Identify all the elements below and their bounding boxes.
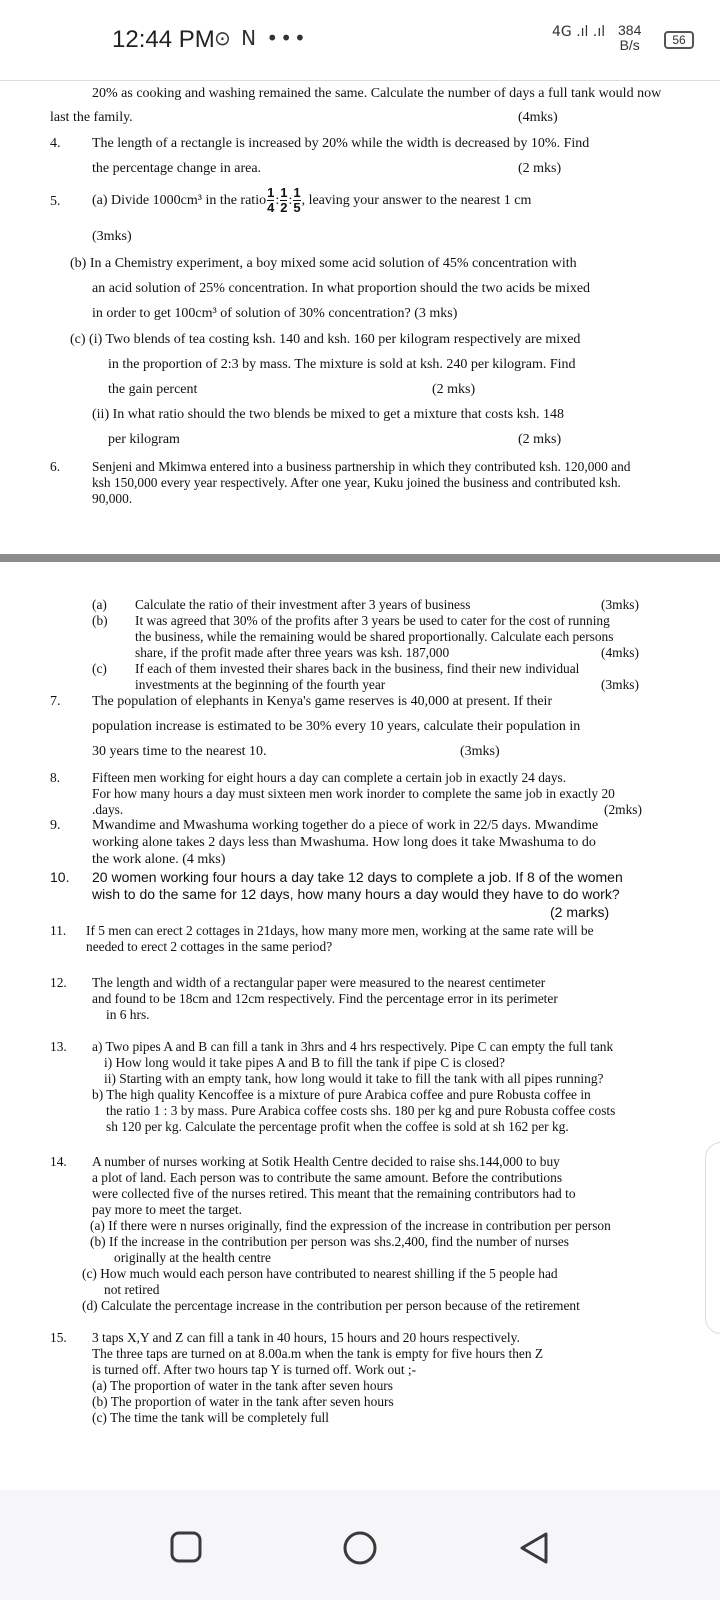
marks-label: (4mks) — [601, 645, 639, 660]
marks-label: (2 mks) — [432, 382, 476, 397]
back-button[interactable] — [517, 1530, 551, 1571]
question-number: 5. — [50, 194, 61, 209]
status-time: 12:44 PM — [112, 26, 215, 53]
recents-button[interactable] — [169, 1530, 203, 1569]
sub-label: (c) — [92, 661, 107, 676]
status-bar — [0, 0, 720, 81]
sub-label: (b) — [92, 613, 108, 628]
text-line: wish to do the same for 12 days, how many hours a day would they have to do work? — [92, 886, 620, 902]
network-speed-unit: B/s — [619, 37, 640, 53]
text-line: Senjeni and Mkimwa entered into a business partnership in which they contributed ksh. 120,000 and — [92, 459, 631, 474]
text-line: (b) The proportion of water in the tank after seven hours — [92, 1394, 394, 1409]
question-number: 10. — [50, 869, 70, 885]
question-number: 4. — [50, 136, 61, 151]
fraction-3 — [293, 186, 300, 215]
notification-icons: ⊙ N ••• — [214, 26, 308, 50]
question-number: 14. — [50, 1154, 67, 1169]
text-line: were collected five of the nurses retired. This meant that the remaining contributors had to — [92, 1186, 576, 1201]
marks-label: (3mks) — [460, 744, 500, 759]
battery-icon: 56 — [664, 31, 694, 49]
text-line: (c) (i) Two blends of tea costing ksh. 140 and ksh. 160 per kilogram respectively are mixed — [70, 332, 581, 347]
page-divider — [0, 554, 720, 562]
text-line: (d) Calculate the percentage increase in the contribution per person because of the retirement — [82, 1298, 580, 1313]
text-line: (a) Divide 1000cm³ in the ratio — [92, 193, 267, 208]
text-line: If each of them invested their shares back in the business, find their new individual — [135, 661, 580, 676]
text-line: 20 women working four hours a day take 12 days to complete a job. If 8 of the women — [92, 869, 623, 885]
text-line: ksh 150,000 every year respectively. After one year, Kuku joined the business and contributed ksh. — [92, 475, 621, 490]
text-line: (ii) In what ratio should the two blends be mixed to get a mixture that costs ksh. 148 — [92, 407, 565, 422]
text-line: b) The high quality Kencoffee is a mixture of pure Arabica coffee and pure Robusta coffee in — [92, 1087, 591, 1102]
text-line: (a) If there were n nurses originally, find the expression of the increase in contribution per person — [90, 1218, 611, 1233]
recents-icon — [169, 1530, 203, 1564]
question-number: 9. — [50, 818, 61, 833]
denominator: 4 — [267, 200, 275, 216]
numerator: 1 — [267, 185, 275, 201]
signal-icon: 4G .ıl .ıl — [552, 24, 606, 40]
question-number: 15. — [50, 1330, 67, 1345]
text-line: the gain percent — [108, 382, 198, 397]
home-icon — [342, 1530, 378, 1566]
question-number: 13. — [50, 1039, 67, 1054]
text-line: Fifteen men working for eight hours a day can complete a certain job in exactly 24 days. — [92, 770, 567, 785]
text-line: 90,000. — [92, 491, 133, 506]
text-line: , leaving your answer to the nearest 1 cm — [301, 193, 532, 208]
home-button[interactable] — [342, 1530, 378, 1571]
marks-label: (2 marks) — [550, 904, 610, 920]
network-speed — [618, 23, 641, 53]
text-line: (c) How much would each person have contributed to nearest shilling if the 5 people had — [82, 1266, 558, 1281]
ratio-question-line: (a) Divide 1000cm³ in the ratio $\frac{1}{4}$ : $\frac{1}{2}$ : $\frac{1}{5}$ , leaving your answer to the nearest 1 cm — [92, 185, 532, 216]
text-line: last the family. — [50, 110, 133, 125]
text-line: population increase is estimated to be 30% every 10 years, calculate their population in — [92, 719, 581, 734]
text-line: a) Two pipes A and B can fill a tank in 3hrs and 4 hrs respectively. Pipe C can empty the full tank — [92, 1039, 614, 1054]
back-icon — [517, 1530, 551, 1566]
fraction-2 — [280, 186, 287, 215]
denominator: 5 — [293, 200, 301, 216]
denominator: 2 — [280, 200, 288, 216]
text-line: It was agreed that 30% of the profits after 3 years be used to cater for the cost of running — [135, 613, 610, 628]
text-line: the ratio 1 : 3 by mass. Pure Arabica coffee costs shs. 180 per kg and pure Robusta coffee costs — [106, 1103, 616, 1118]
text-line: 3 taps X,Y and Z can fill a tank in 40 hours, 15 hours and 20 hours respectively. — [92, 1330, 520, 1345]
text-line: Mwandime and Mwashuma working together do a piece of work in 22/5 days. Mwandime — [92, 818, 599, 833]
text-line: The length and width of a rectangular paper were measured to the nearest centimeter — [92, 975, 546, 990]
document-page-1 — [0, 81, 720, 553]
text-line: the percentage change in area. — [92, 161, 262, 176]
document-page-2 — [0, 562, 720, 1490]
sub-label: (a) — [92, 597, 107, 612]
fraction-1 — [267, 186, 274, 215]
marks-label: (3mks) — [601, 597, 639, 612]
numerator: 1 — [280, 185, 288, 201]
text-line: originally at the health centre — [114, 1250, 271, 1265]
text-line: is turned off. After two hours tap Y is turned off. Work out ;- — [92, 1362, 417, 1377]
network-speed-value: 384 — [618, 22, 642, 38]
text-line: (b) If the increase in the contribution per person was shs.2,400, find the number of nurses — [90, 1234, 569, 1249]
text-line: sh 120 per kg. Calculate the percentage profit when the coffee is sold at sh 162 per kg. — [106, 1119, 569, 1134]
text-line: If 5 men can erect 2 cottages in 21days, how many more men, working at the same rate will be — [86, 923, 594, 938]
marks-label: (2 mks) — [518, 432, 562, 447]
text-line: A number of nurses working at Sotik Health Centre decided to raise shs.144,000 to buy — [92, 1154, 560, 1169]
text-line: in the proportion of 2:3 by mass. The mixture is sold at ksh. 240 per kilogram. Find — [108, 357, 576, 372]
text-line: in order to get 100cm³ of solution of 30% concentration? (3 mks) — [92, 306, 458, 321]
text-line: The three taps are turned on at 8.00a.m when the tank is empty for five hours then Z — [92, 1346, 544, 1361]
marks-label: (3mks) — [92, 229, 132, 244]
text-line: working alone takes 2 days less than Mwashuma. How long does it take Mwashuma to do — [92, 835, 596, 850]
text-line: .days. — [92, 802, 124, 817]
text-line: and found to be 18cm and 12cm respectively. Find the percentage error in its perimeter — [92, 991, 558, 1006]
marks-label: (2mks) — [604, 802, 642, 817]
text-line: the work alone. (4 mks) — [92, 852, 226, 867]
text-line: an acid solution of 25% concentration. In what proportion should the two acids be mixed — [92, 281, 591, 296]
text-line: 20% as cooking and washing remained the same. Calculate the number of days a full tank would now — [92, 86, 662, 101]
text-line: (c) The time the tank will be completely full — [92, 1410, 329, 1425]
text-line: Calculate the ratio of their investment after 3 years of business — [135, 597, 471, 612]
text-line: 30 years time to the nearest 10. — [92, 744, 267, 759]
numerator: 1 — [293, 185, 301, 201]
question-number: 11. — [50, 923, 67, 938]
text-line: ii) Starting with an empty tank, how long would it take to fill the tank with all pipes running? — [104, 1071, 604, 1086]
marks-label: (4mks) — [518, 110, 558, 125]
text-line: (b) In a Chemistry experiment, a boy mixed some acid solution of 45% concentration with — [70, 256, 577, 271]
text-line: not retired — [104, 1282, 160, 1297]
question-number: 12. — [50, 975, 67, 990]
marks-label: (3mks) — [601, 677, 639, 692]
text-line: share, if the profit made after three years was ksh. 187,000 — [135, 645, 450, 660]
text-line: The length of a rectangle is increased by 20% while the width is decreased by 10%. Find — [92, 136, 590, 151]
edge-panel-handle[interactable] — [705, 1142, 720, 1334]
text-line: the business, while the remaining would be shared proportionally. Calculate each persons — [135, 629, 614, 644]
question-number: 7. — [50, 694, 61, 709]
text-line: The population of elephants in Kenya's game reserves is 40,000 at present. If their — [92, 694, 553, 709]
text-line: pay more to meet the target. — [92, 1202, 242, 1217]
question-number: 6. — [50, 459, 61, 474]
text-line: i) How long would it take pipes A and B to fill the tank if pipe C is closed? — [104, 1055, 505, 1070]
question-number: 8. — [50, 770, 61, 785]
text-line: investments at the beginning of the fourth year — [135, 677, 386, 692]
text-line: (a) The proportion of water in the tank after seven hours — [92, 1378, 393, 1393]
text-line: For how many hours a day must sixteen men work inorder to complete the same job in exactly 20 — [92, 786, 615, 801]
text-line: per kilogram — [108, 432, 180, 447]
text-line: a plot of land. Each person was to contribute the same amount. Before the contributions — [92, 1170, 563, 1185]
text-line: in 6 hrs. — [106, 1007, 150, 1022]
marks-label: (2 mks) — [518, 161, 562, 176]
text-line: needed to erect 2 cottages in the same period? — [86, 939, 333, 954]
